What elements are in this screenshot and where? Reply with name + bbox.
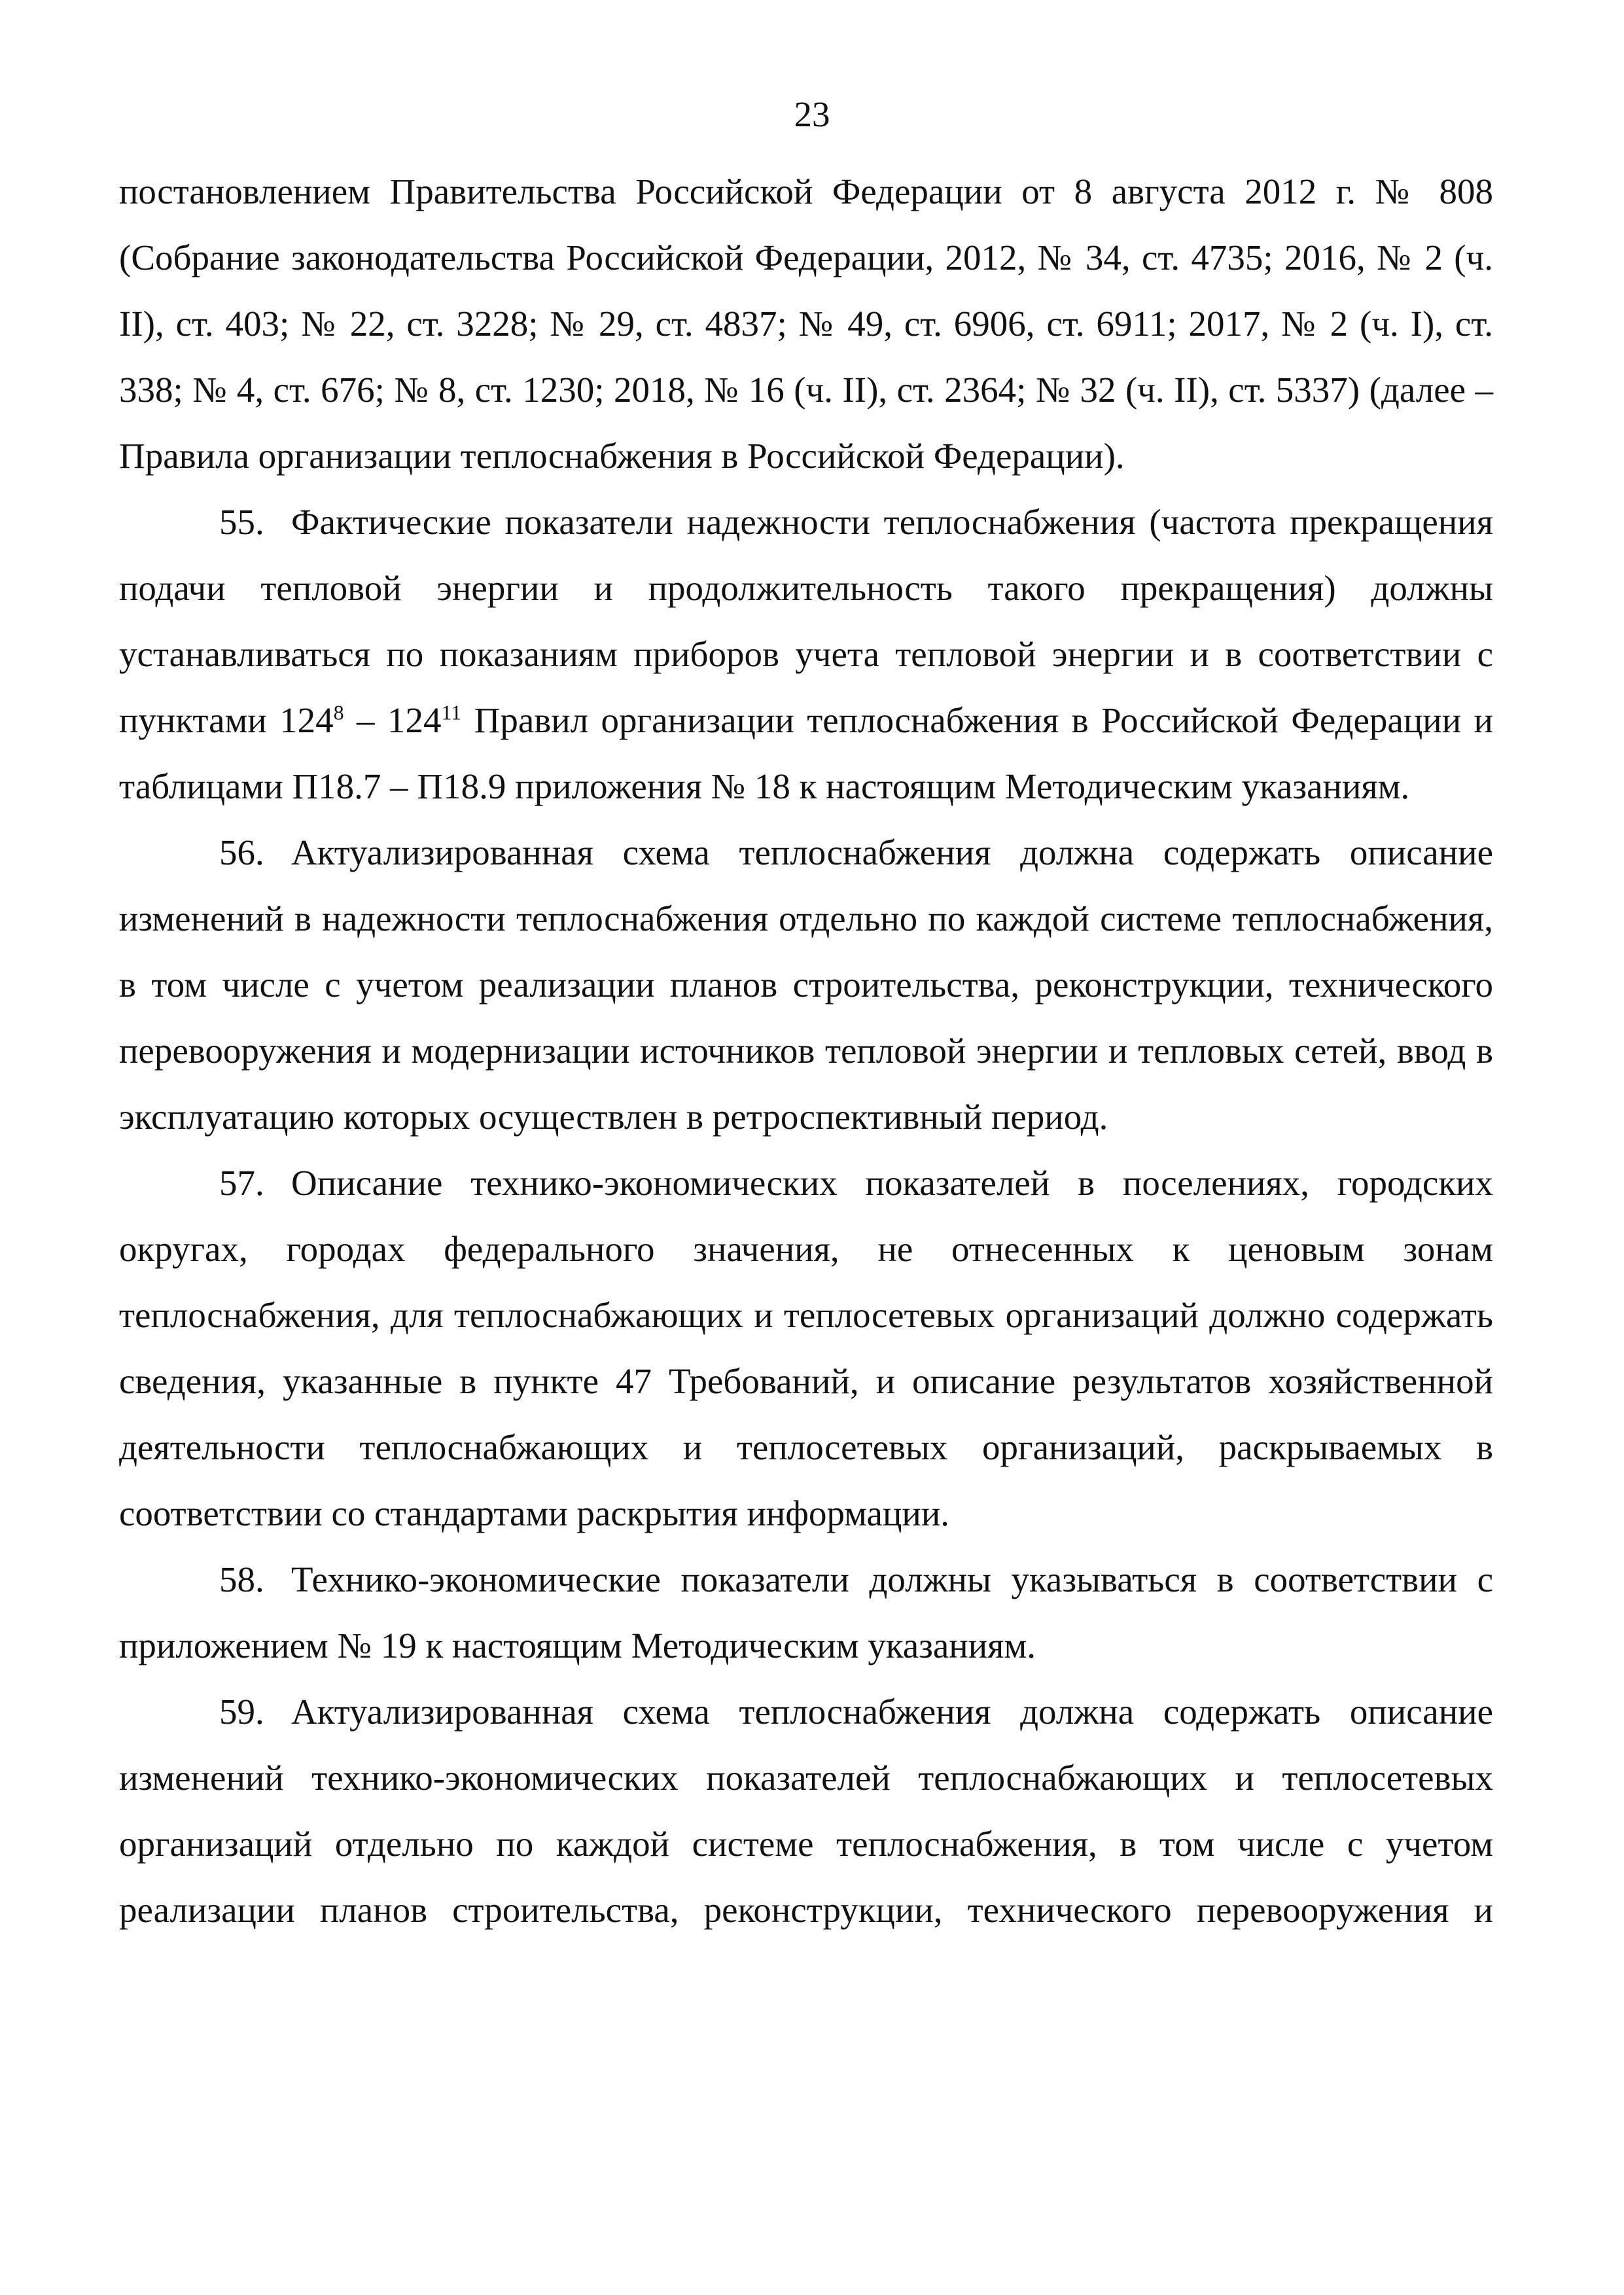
paragraph-number: 59. [219,1692,264,1732]
paragraph-text: Актуализированная схема теплоснабжения должна содержать описание изменений в надежности теплоснабжения отдельно по каждой системе теплоснабжения, в том числе с учетом реализации планов строительства, реконструкции, технического перевооружения и модернизации источников тепловой энергии и тепловых сетей, ввод в эксплуатацию которых осуществлен в ретроспективный период. [119,832,1493,1137]
paragraph-text: Правил организации теплоснабжения в Российской Федерации и таблицами П18.7 – П18.9 приложения № 18 к настоящим Методическим указаниям. [119,700,1493,806]
paragraph-number: 56. [219,832,264,872]
document-body [119,158,1493,1943]
paragraph-text: – 124 [344,700,442,740]
paragraph-continuation: постановлением Правительства Российской Федерации от 8 августа 2012 г. № 808 (Собрание законодательства Российской Федерации, 2012, № 34, ст. 4735; 2016, № 2 (ч. II), ст. 403; № 22, ст. 3228; № 29, ст. 4837; № 49, ст. 6906, ст. 6911; 2017, № 2 (ч. I), ст. 338; № 4, ст. 676; № 8, ст. 1230; 2018, № 16 (ч. II), ст. 2364; № 32 (ч. II), ст. 5337) (далее – Правила организации теплоснабжения в Российской Федерации). [119,171,1493,476]
page-number: 23 [794,94,830,134]
superscript: 11 [441,700,462,724]
paragraph-56 [119,819,1493,1150]
paragraph-number: 55. [219,502,264,542]
paragraph-text: Технико-экономические показатели должны указываться в соответствии с приложением № 19 к настоящим Методическим указаниям. [119,1559,1493,1665]
paragraph-58 [119,1546,1493,1679]
paragraph-57 [119,1150,1493,1546]
superscript: 8 [333,700,344,724]
paragraph-59 [119,1679,1493,1943]
paragraph-number: 58. [219,1559,264,1599]
paragraph-number: 57. [219,1163,264,1203]
paragraph-55 [119,489,1493,819]
paragraph-text: Актуализированная схема теплоснабжения должна содержать описание изменений технико-экономических показателей теплоснабжающих и теплосетевых организаций отдельно по каждой системе теплоснабжения, в том числе с учетом реализации планов строительства, реконструкции, технического перевооружения и [119,1692,1493,1930]
paragraph-text: Описание технико-экономических показателей в поселениях, городских округах, городах федерального значения, не отнесенных к ценовым зонам теплоснабжения, для теплоснабжающих и теплосетевых организаций должно содержать сведения, указанные в пункте 47 Требований, и описание результатов хозяйственной деятельности теплоснабжающих и теплосетевых организаций, раскрываемых в соответствии со стандартами раскрытия информации. [119,1163,1493,1533]
paragraph-text: Фактические показатели надежности теплоснабжения (частота прекращения подачи тепловой энергии и продолжительность такого прекращения) должны устанавливаться по показаниям приборов учета тепловой энергии и в соответствии с пунктами 124 [119,502,1493,740]
